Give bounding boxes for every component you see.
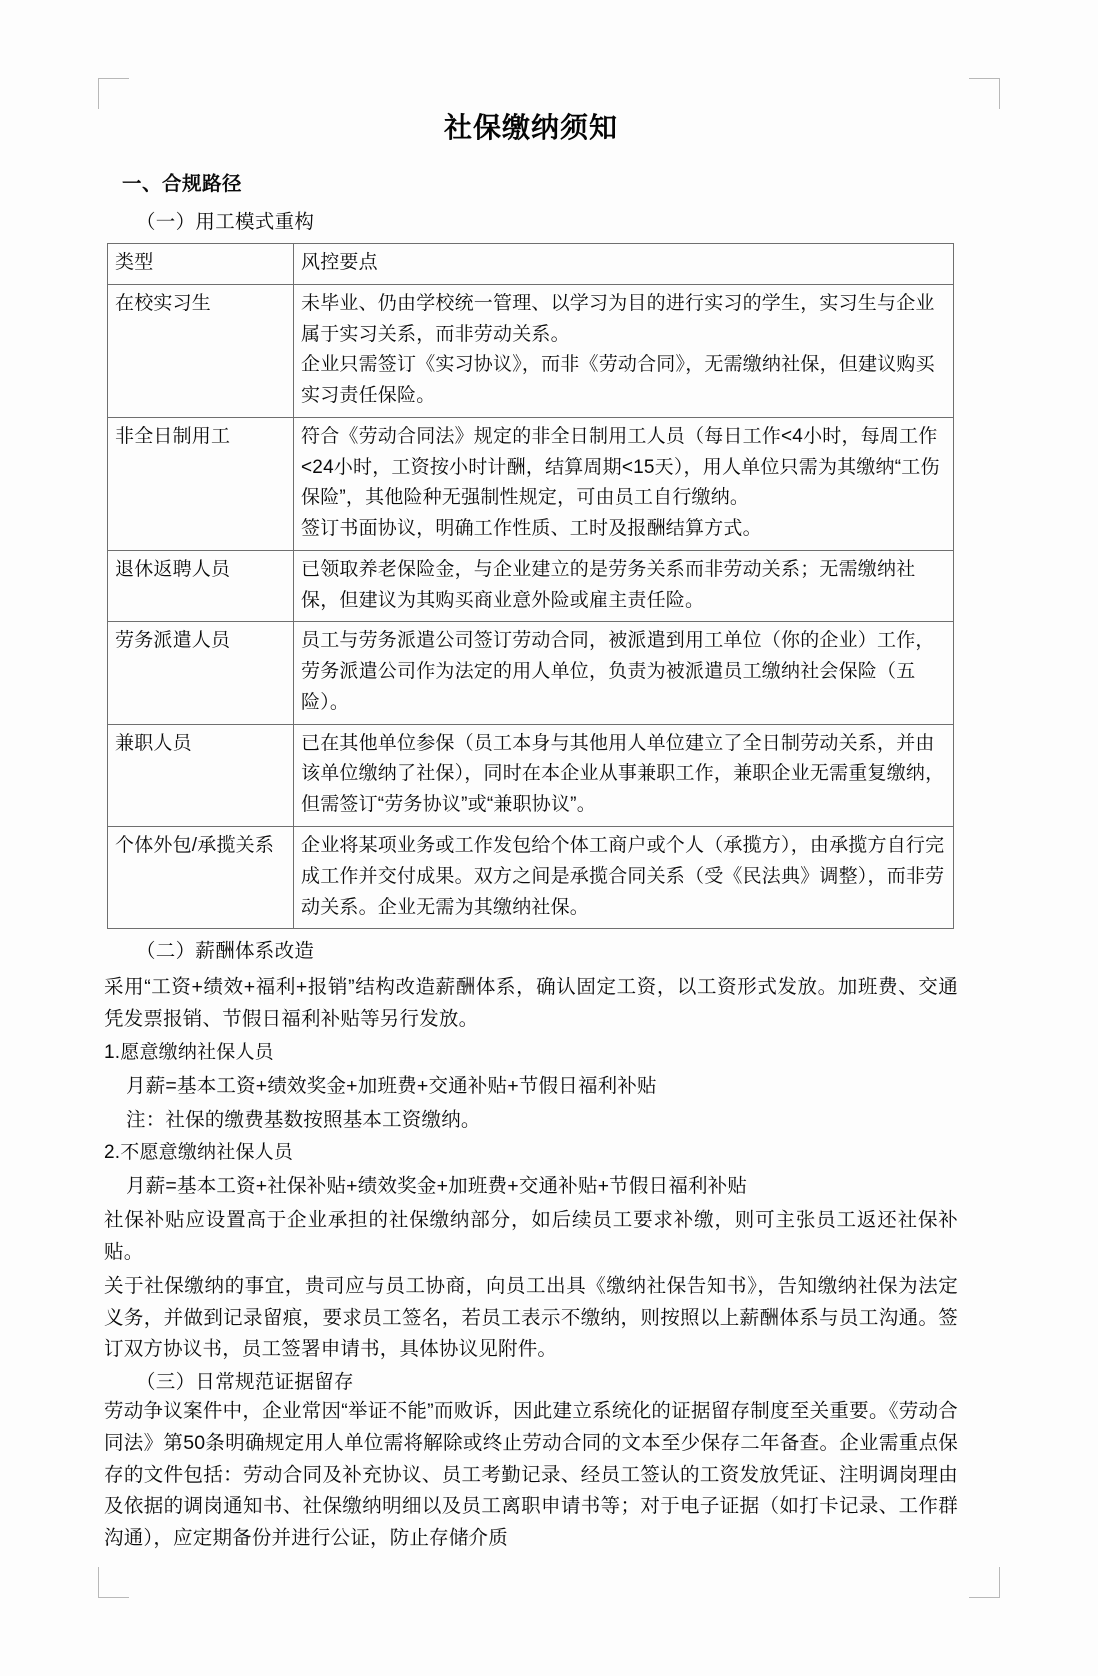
row-type-rehired-retiree: 退休返聘人员 xyxy=(108,550,294,622)
table-row xyxy=(108,550,954,622)
table-body xyxy=(108,244,954,929)
table-header-row xyxy=(108,244,954,285)
row-points-intern: 未毕业、仍由学校统一管理、以学习为目的进行实习的学生，实习生与企业属于实习关系，而非劳动关系。 企业只需签订《实习协议》，而非《劳动合同》，无需缴纳社保，但建议购买实习责任保险。 xyxy=(294,284,954,417)
document-content xyxy=(104,96,958,1555)
subsection-heading-1-1: （一）用工模式重构 xyxy=(136,211,315,233)
row-type-parttime: 非全日制用工 xyxy=(108,417,294,550)
crop-mark-bottom-right xyxy=(969,1567,1000,1598)
subsection-heading-1-3: （三）日常规范证据留存 xyxy=(136,1371,354,1394)
paragraph-compensation-3: 关于社保缴纳的事宜，贵司应与员工协商，向员工出具《缴纳社保告知书》，告知缴纳社保为法定义务，并做到记录留痕，要求员工签名，若员工表示不缴纳，则按照以上薪酬体系与员工沟通。签订双方协议书，员工签署申请书，具体协议见附件。 xyxy=(104,1274,958,1361)
row-points-rehired-retiree: 已领取养老保险金，与企业建立的是劳务关系而非劳动关系；无需缴纳社保，但建议为其购买商业意外险或雇主责任险。 xyxy=(294,550,954,622)
row-type-dispatch: 劳务派遣人员 xyxy=(108,622,294,724)
table-row xyxy=(108,622,954,724)
row-type-outsourcing: 个体外包/承揽关系 xyxy=(108,827,294,929)
row-type-moonlighting: 兼职人员 xyxy=(108,724,294,826)
row-type-intern: 在校实习生 xyxy=(108,284,294,417)
table-header-points: 风控要点 xyxy=(294,244,954,285)
employment-model-table xyxy=(107,243,954,929)
list-item-2-formula: 月薪=基本工资+社保补贴+绩效奖金+加班费+交通补贴+节假日福利补贴 xyxy=(126,1175,748,1198)
row-points-outsourcing: 企业将某项业务或工作发包给个体工商户或个人（承揽方），由承揽方自行完成工作并交付成果。双方之间是承揽合同关系（受《民法典》调整），而非劳动关系。企业无需为其缴纳社保。 xyxy=(294,827,954,929)
list-item-1-formula: 月薪=基本工资+绩效奖金+加班费+交通补贴+节假日福利补贴 xyxy=(126,1074,657,1097)
list-item-1-note: 注：社保的缴费基数按照基本工资缴纳。 xyxy=(126,1108,481,1131)
paragraph-evidence-retention: 劳动争议案件中，企业常因“举证不能”而败诉，因此建立系统化的证据留存制度至关重要。《劳动合同法》第50条明确规定用人单位需将解除或终止劳动合同的文本至少保存二年备查。企业需重点保存的文件包括：劳动合同及补充协议、员工考勤记录、经员工签认的工资发放凭证、注明调岗理由及依据的调岗通知书、社保缴纳明细以及员工离职申请书等；对于电子证据（如打卡记录、工作群沟通），应定期备份并进行公证，防止存储介质 xyxy=(104,1400,958,1550)
table-header-type: 类型 xyxy=(108,244,294,285)
row-points-parttime: 符合《劳动合同法》规定的非全日制用工人员（每日工作<4小时，每周工作<24小时，工资按小时计酬，结算周期<15天），用人单位只需为其缴纳“工伤保险”，其他险种无强制性规定，可由员工自行缴纳。 签订书面协议，明确工作性质、工时及报酬结算方式。 xyxy=(294,417,954,550)
paragraph-compensation-1: 采用“工资+绩效+福利+报销”结构改造薪酬体系，确认固定工资，以工资形式发放。加班费、交通凭发票报销、节假日福利补贴等另行发放。 xyxy=(104,976,958,1031)
crop-mark-top-right xyxy=(969,78,1000,109)
subsection-heading-1-2: （二）薪酬体系改造 xyxy=(136,940,315,963)
paragraph-compensation-2: 社保补贴应设置高于企业承担的社保缴纳部分，如后续员工要求补缴，则可主张员工返还社保补贴。 xyxy=(104,1209,958,1263)
section-heading-1: 一、合规路径 xyxy=(122,173,243,195)
row-points-moonlighting: 已在其他单位参保（员工本身与其他用人单位建立了全日制劳动关系，并由该单位缴纳了社保），同时在本企业从事兼职工作，兼职企业无需重复缴纳，但需签订“劳务协议”或“兼职协议”。 xyxy=(294,724,954,826)
crop-mark-bottom-left xyxy=(98,1567,129,1598)
table-row xyxy=(108,724,954,826)
table-row xyxy=(108,827,954,929)
list-item-1-label: 1.愿意缴纳社保人员 xyxy=(104,1041,274,1063)
table-row xyxy=(108,417,954,550)
document-title: 社保缴纳须知 xyxy=(443,112,618,143)
table-row xyxy=(108,284,954,417)
list-item-2-label: 2.不愿意缴纳社保人员 xyxy=(104,1142,294,1164)
row-points-dispatch: 员工与劳务派遣公司签订劳动合同，被派遣到用工单位（你的企业）工作，劳务派遣公司作为法定的用人单位，负责为被派遣员工缴纳社会保险（五险）。 xyxy=(294,622,954,724)
